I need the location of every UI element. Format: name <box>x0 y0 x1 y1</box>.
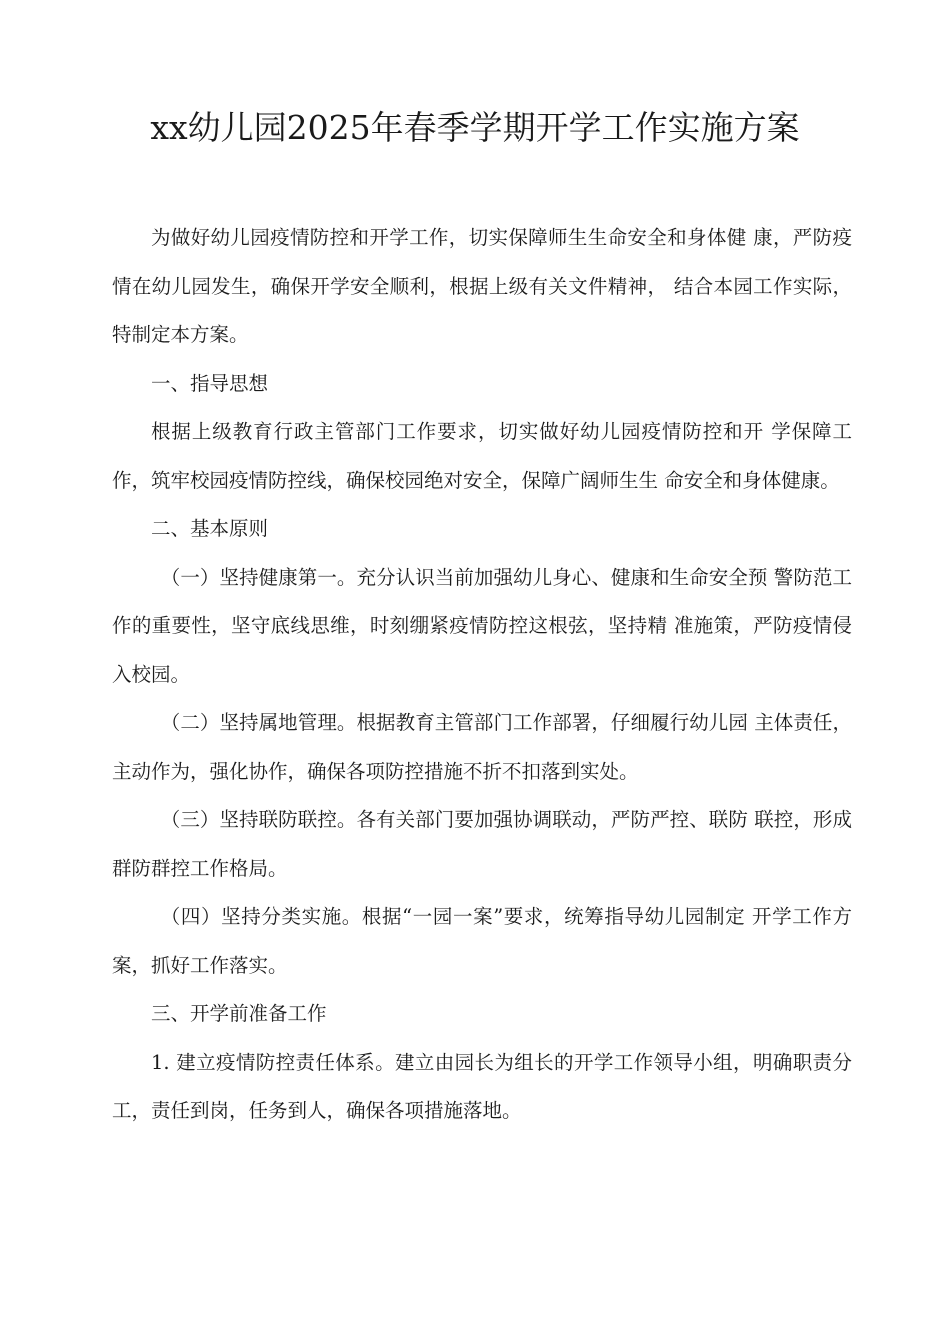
section-heading-basic-principles: 二、基本原则 <box>151 517 269 540</box>
guiding-ideology-paragraph: 根据上级教育行政主管部门工作要求，切实做好幼儿园疫情防控和开 学保障工作，筑牢校园疫情防控线，确保校园绝对安全，保障广阔师生生 命安全和身体健康。 <box>112 420 852 492</box>
principle-1-paragraph: （一）坚持健康第一。充分认识当前加强幼儿身心、健康和生命安全预 警防范工作的重要性，坚守底线思维，时刻绷紧疫情防控这根弦，坚持精 准施策，严防疫情侵入校园。 <box>112 565 852 686</box>
preparation-item-1-paragraph: 1. 建立疫情防控责任体系。建立由园长为组长的开学工作领导小组，明确职责分工，责任到岗，任务到人，确保各项措施落地。 <box>112 1050 852 1122</box>
intro-paragraph: 为做好幼儿园疫情防控和开学工作，切实保障师生生命安全和身体健 康，严防疫情在幼儿园发生，确保开学安全顺利，根据上级有关文件精神， 结合本园工作实际，特制定本方案。 <box>112 226 852 346</box>
section-heading-preparation: 三、开学前准备工作 <box>151 1002 327 1025</box>
principle-2-paragraph: （二）坚持属地管理。根据教育主管部门工作部署，仔细履行幼儿园 主体责任，主动作为，强化协作，确保各项防控措施不折不扣落到实处。 <box>112 711 852 783</box>
principle-3-paragraph: （三）坚持联防联控。各有关部门要加强协调联动，严防严控、联防 联控，形成群防群控工作格局。 <box>112 808 852 880</box>
section-heading-guiding-ideology: 一、指导思想 <box>151 371 269 395</box>
document-body <box>112 214 852 1136</box>
document-title: xx幼儿园2025年春季学期开学工作实施方案 <box>150 108 800 147</box>
principle-4-paragraph: （四）坚持分类实施。根据“一园一案”要求，统筹指导幼儿园制定 开学工作方案，抓好工作落实。 <box>112 905 852 977</box>
